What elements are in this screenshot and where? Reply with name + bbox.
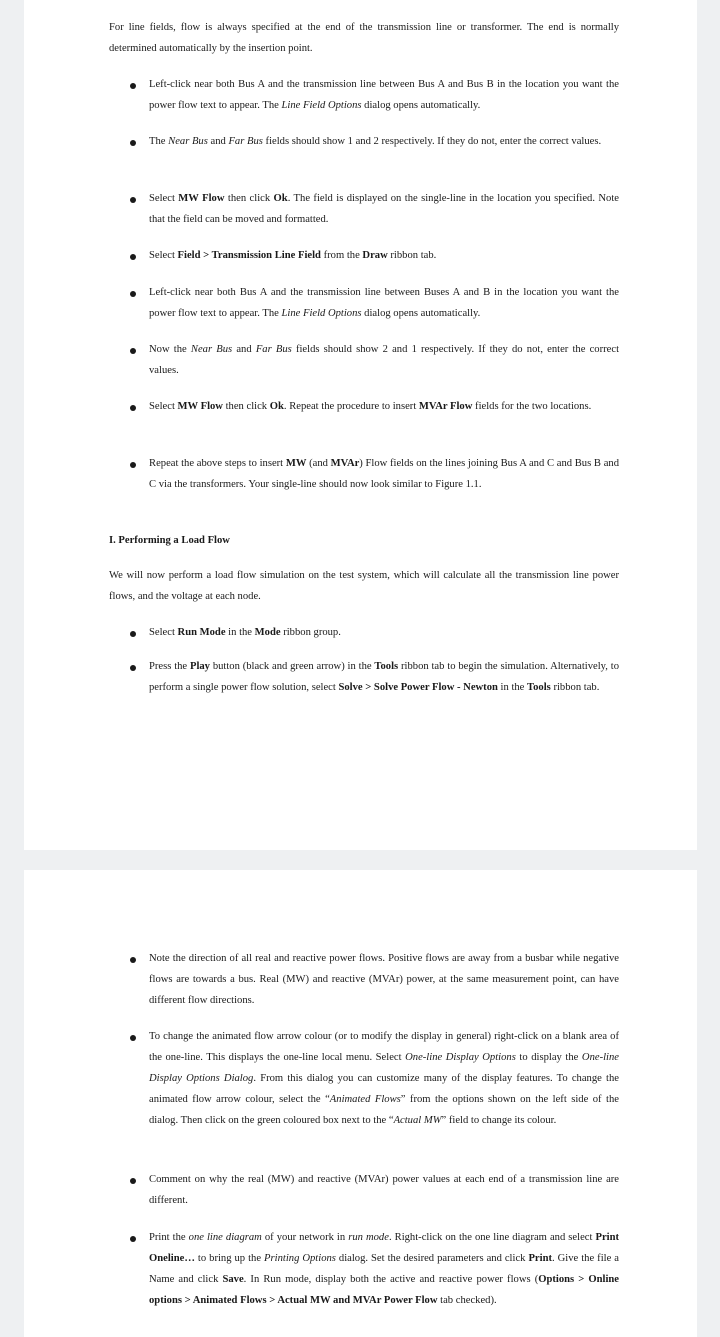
bold-text: Run Mode <box>177 627 226 638</box>
bullet-dot <box>130 254 136 260</box>
bold-text: Ok <box>273 193 288 204</box>
list-item <box>149 1227 619 1311</box>
section-heading: I. Performing a Load Flow <box>109 535 230 546</box>
italic-text: Animated Flows <box>329 1094 401 1105</box>
italic-text: Near Bus <box>190 344 233 355</box>
list-item <box>149 656 619 698</box>
text-run: tab checked). <box>437 1295 497 1306</box>
text-run: ribbon group. <box>280 627 341 638</box>
text-run: Print the <box>149 1232 189 1243</box>
bold-text: Mode <box>254 627 281 638</box>
italic-text: Near Bus <box>168 136 208 147</box>
text-run: Note the direction of all real and reactive power flows. Positive flows are away from a busbar while negative flows are towards a bus. Real (MW) and reactive (MVAr) power, at the same measurement point, can have different flow directions. <box>149 953 619 1006</box>
italic-text: One-line Display Options <box>405 1052 516 1063</box>
text-run: from the <box>320 250 363 261</box>
bullet-dot <box>130 957 136 963</box>
text-run: fields should show 2 and 1 respectively. If they do not, enter the correct values. <box>149 344 620 376</box>
text-run: ribbon tab to begin the simulation. Alternatively, to perform a single power flow solution, select <box>149 661 620 693</box>
text-run: Comment on why the real (MW) and reactive (MVAr) power values at each end of a transmission line are different. <box>149 1174 619 1206</box>
text-run: ” from the options shown on the left side of the dialog. Then click on the green coloured box next to the “ <box>149 1094 619 1126</box>
bold-text: Options > Online options > Animated Flows > Actual MW and MVAr Power Flow <box>149 1274 619 1306</box>
bullet-dot <box>130 83 136 89</box>
list-item <box>149 622 619 643</box>
text-run: Left-click near both Bus A and the transmission line between Buses A and B in the location you want the power flow text to appear. The <box>149 287 619 319</box>
text-run: . Repeat the procedure to insert <box>283 401 419 412</box>
bullet-dot <box>130 140 136 146</box>
text-run: and <box>207 136 229 147</box>
bold-text: Solve > Solve Power Flow - Newton <box>338 682 498 693</box>
text-run: and <box>232 344 256 355</box>
bold-text: Play <box>189 661 210 672</box>
italic-text: Actual MW <box>393 1115 442 1126</box>
bold-text: Ok <box>269 401 284 412</box>
text-run: The <box>149 136 169 147</box>
text-run: in the <box>225 627 255 638</box>
text-run: to bring up the <box>194 1253 265 1264</box>
bullet-dot <box>130 462 136 468</box>
text-run: ” field to change its colour. <box>441 1115 557 1126</box>
list-item <box>149 188 619 230</box>
intro-paragraph <box>109 17 619 59</box>
bullet-dot <box>130 1236 136 1242</box>
text-run: Select <box>149 250 178 261</box>
text-run: to display the <box>515 1052 582 1063</box>
bold-text: Tools <box>374 661 399 672</box>
text-run: dialog opens automatically. <box>361 308 481 319</box>
bullet-dot <box>130 197 136 203</box>
italic-text: Printing Options <box>264 1253 336 1264</box>
italic-text: Far Bus <box>255 344 292 355</box>
text-run: ribbon tab. <box>387 250 437 261</box>
text-run: Select <box>149 401 178 412</box>
italic-text: Far Bus <box>228 136 263 147</box>
list-item <box>149 339 619 381</box>
bold-text: MVAr Flow <box>418 401 473 412</box>
bullet-dot <box>130 405 136 411</box>
list-item <box>149 396 619 417</box>
text-run: We will now perform a load flow simulation on the test system, which will calculate all the transmission line power flows, and the voltage at each node. <box>109 570 619 602</box>
text-run: button (black and green arrow) in the <box>209 661 375 672</box>
text-run: For line fields, flow is always specified at the end of the transmission line or transformer. The end is normally determined automatically by the insertion point. <box>109 22 619 54</box>
bullet-dot <box>130 348 136 354</box>
list-item <box>149 1169 619 1211</box>
text-run: dialog opens automatically. <box>361 100 481 111</box>
bullet-dot <box>130 1178 136 1184</box>
text-run: Now the <box>149 344 191 355</box>
text-run: Left-click near both Bus A and the transmission line between Bus A and Bus B in the location you want the power flow text to appear. The <box>149 79 619 111</box>
bold-text: MVAr <box>330 458 360 469</box>
text-run: Select <box>149 193 179 204</box>
text-run: Select <box>149 627 178 638</box>
bullet-dot <box>130 1035 136 1041</box>
text-run: . The field is displayed on the single-line in the location you specified. Note that the field can be moved and formatted. <box>149 193 619 225</box>
text-run: . Right-click on the one line diagram and select <box>388 1232 596 1243</box>
bullet-dot <box>130 665 136 671</box>
text-run: of your network in <box>261 1232 349 1243</box>
body-paragraph <box>109 565 619 607</box>
text-run: . In Run mode, display both the active and reactive power flows ( <box>243 1274 539 1285</box>
text-run: (and <box>306 458 331 469</box>
bold-text: Field > Transmission Line Field <box>177 250 321 261</box>
italic-text: One-line Display Options Dialog <box>149 1052 619 1084</box>
text-run: then click <box>224 193 274 204</box>
document-page-2 <box>24 870 697 1337</box>
bold-text: Tools <box>527 682 551 693</box>
italic-text: one line diagram <box>188 1232 262 1243</box>
italic-text: Line Field Options <box>281 100 362 111</box>
list-item <box>149 1026 619 1131</box>
list-item <box>149 245 619 266</box>
bold-text: MW <box>285 458 307 469</box>
bold-text: Print Oneline… <box>149 1232 620 1264</box>
bold-text: MW Flow <box>178 193 225 204</box>
text-run: ribbon tab. <box>550 682 600 693</box>
text-run: then click <box>222 401 270 412</box>
text-run: . From this dialog you can customize many of the display features. To change the animated flow arrow colour, select the “ <box>149 1073 619 1105</box>
text-run: ) Flow fields on the lines joining Bus A and C and Bus B and C via the transformers. Your single-line should now look similar to Figure 1.1. <box>149 458 619 490</box>
list-item <box>149 948 619 1011</box>
bullet-dot <box>130 291 136 297</box>
italic-text: Line Field Options <box>281 308 362 319</box>
text-run: To change the animated flow arrow colour (or to modify the display in general) right-click on a blank area of the one-line. This displays the one-line local menu. Select <box>149 1031 619 1063</box>
text-run: fields should show 1 and 2 respectively. If they do not, enter the correct values. <box>262 136 602 147</box>
list-item <box>149 131 619 152</box>
list-item <box>149 453 619 495</box>
text-run: Press the <box>149 661 190 672</box>
text-run: Repeat the above steps to insert <box>149 458 286 469</box>
text-run: in the <box>497 682 528 693</box>
bold-text: Print <box>528 1253 552 1264</box>
italic-text: run mode <box>348 1232 389 1243</box>
bold-text: Draw <box>362 250 388 261</box>
document-page-1 <box>24 0 697 850</box>
text-run: . Give the file a Name and click <box>149 1253 619 1285</box>
bold-text: Save <box>222 1274 244 1285</box>
text-run: dialog. Set the desired parameters and click <box>335 1253 529 1264</box>
text-run: fields for the two locations. <box>472 401 592 412</box>
bullet-dot <box>130 631 136 637</box>
list-item <box>149 282 619 324</box>
bold-text: MW Flow <box>177 401 223 412</box>
list-item <box>149 74 619 116</box>
